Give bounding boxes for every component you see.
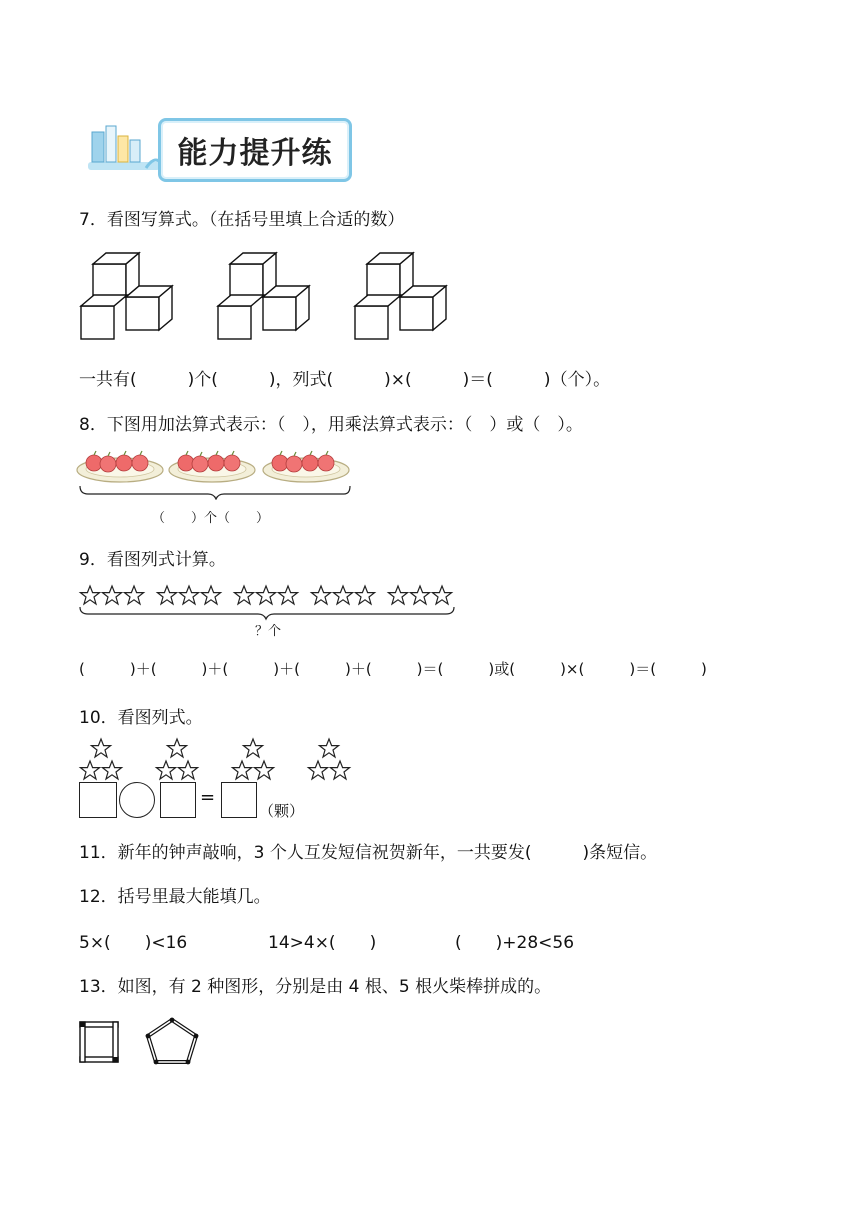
q7-text: 7．看图写算式。（在括号里填上合适的数） [79, 210, 405, 230]
q11-text: 11．新年的钟声敲响，3 个人互发短信祝贺新年，一共要发( )条短信。 [79, 843, 658, 863]
q7-cubes-figure [78, 250, 458, 342]
q8-text: 8．下图用加法算式表示：（ ），用乘法算式表示：（ ）或（ ）。 [79, 415, 583, 435]
q7-answer-line: 一共有( )个( )，列式( )×( )＝( )（个）。 [79, 370, 611, 390]
cube-group-3 [355, 253, 446, 339]
q12-text: 12．括号里最大能填几。 [79, 887, 271, 907]
cube-group-2 [218, 253, 309, 339]
q10-answer-box-3[interactable] [221, 782, 257, 818]
q12-item-3: ( )+28<56 [455, 933, 575, 953]
q10-unit: （颗） [259, 802, 305, 820]
q9-caption: ？个 [255, 624, 282, 639]
cube-group-1 [81, 253, 172, 339]
q13-matchstick-shapes [78, 1016, 208, 1068]
q10-answer-box-1[interactable] [79, 782, 117, 818]
q8-apple-plates-figure [76, 444, 360, 500]
q12-item-2: 14>4×( ) [268, 933, 377, 953]
matchstick-square [80, 1022, 118, 1062]
q9-text: 9．看图列式计算。 [79, 550, 226, 570]
q10-stars-figure [78, 736, 368, 784]
q9-stars-figure [78, 583, 460, 623]
q9-answer-line: ( )＋( )＋( )＋( )＋( )＝( )或( )×( )＝( ) [79, 660, 707, 678]
books-icon [86, 116, 166, 182]
q13-text: 13．如图，有 2 种图形，分别是由 4 根、5 根火柴棒拼成的。 [79, 977, 552, 997]
q10-answer-box-2[interactable] [160, 782, 196, 818]
banner-title: 能力提升练 [158, 118, 352, 182]
q10-equals-sign: = [200, 787, 216, 808]
q8-caption: （ ）个（ ） [152, 511, 270, 526]
matchstick-pentagon [148, 1020, 196, 1062]
q10-operator-circle[interactable] [119, 782, 155, 818]
q10-text: 10．看图列式。 [79, 708, 203, 728]
q12-item-1: 5×( )<16 [79, 933, 188, 953]
